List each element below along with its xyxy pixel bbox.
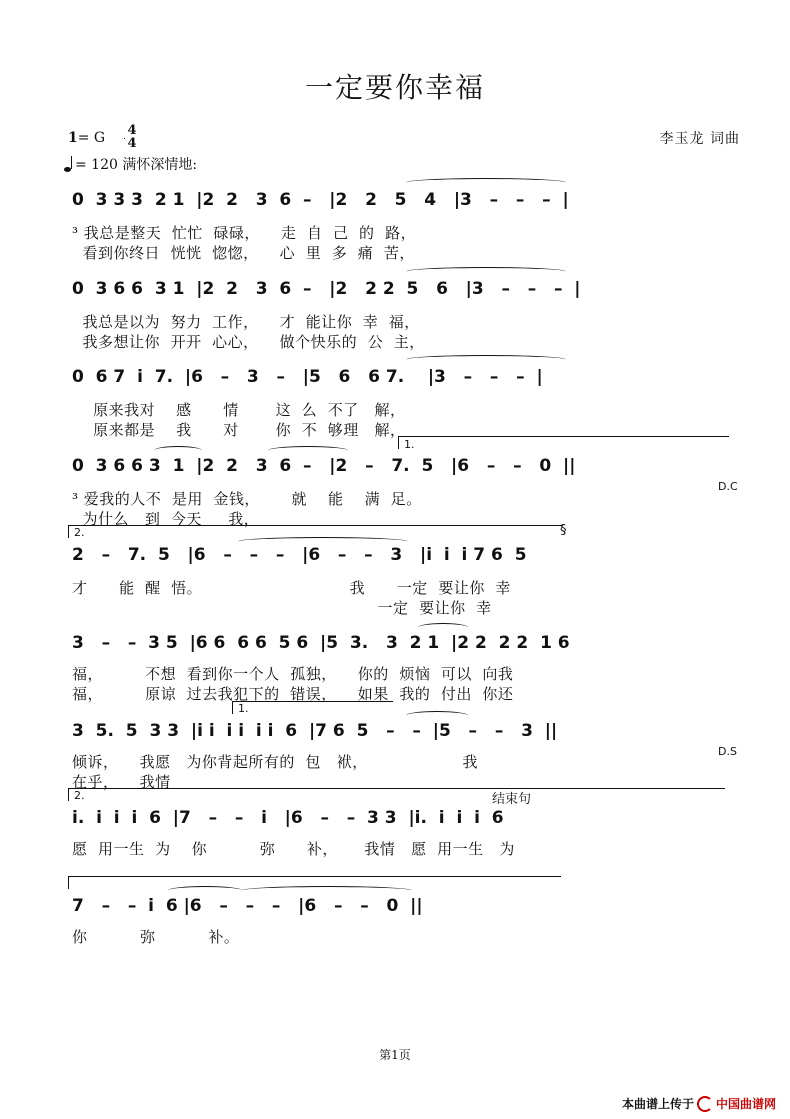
volta-1-label: 1. bbox=[404, 438, 415, 451]
time-signature bbox=[124, 124, 140, 150]
lyric-line-2: 看到你终日 恍恍 惚惚， 心 里 多 痛 苦， bbox=[72, 244, 415, 262]
slur-mark bbox=[154, 446, 202, 455]
quarter-note-icon bbox=[64, 156, 72, 172]
song-title: 一定要你幸福 bbox=[304, 71, 485, 104]
tie-mark bbox=[406, 178, 566, 187]
notation-line: 0 3 3 3 2 1 |2 2 3 6 – |2 2 5 4 |3 – – – | bbox=[72, 190, 569, 210]
volta-bracket bbox=[232, 701, 393, 714]
site-logo-icon bbox=[697, 1096, 713, 1112]
tie-mark bbox=[168, 886, 242, 895]
tie-mark bbox=[406, 355, 566, 364]
tie-mark bbox=[242, 886, 412, 895]
tempo-marking bbox=[64, 154, 197, 174]
tempo-text: = 120 满怀深情地: bbox=[75, 157, 198, 173]
notation-line: i. i i i 6 |7 – – i |6 – – 3 3 |i. i i i 6 bbox=[72, 808, 504, 828]
lyric-line-2: 在乎， 我情 bbox=[72, 773, 171, 791]
notation-line: 0 6 7 i 7. |6 – 3 – |5 6 6 7. |3 – – – | bbox=[72, 367, 543, 387]
volta-bracket bbox=[398, 436, 729, 449]
notation-line: 2 – 7. 5 |6 – – – |6 – – 3 |i i i 7 6 5 bbox=[72, 545, 527, 565]
lyric-line-2: 原来都是 我 对 你 不 够理 解， bbox=[72, 421, 406, 439]
notation-line: 0 3 6 6 3 1 |2 2 3 6 – |2 – 7. 5 |6 – – 0 || bbox=[72, 456, 576, 476]
lyric-line-1: 福， 不想 看到你一个人 孤独， 你的 烦恼 可以 向我 bbox=[72, 665, 514, 683]
key-text: = G bbox=[77, 130, 106, 146]
notation-line: 7 – – i 6 |6 – – – |6 – – 0 || bbox=[72, 896, 423, 916]
upload-credit bbox=[622, 1095, 776, 1112]
dc-marking: D.C bbox=[718, 480, 738, 493]
lyric-line-1: ³ 我总是整天 忙忙 碌碌， 走 自 己 的 路， bbox=[72, 224, 417, 242]
ending-label: 结束句 bbox=[492, 792, 532, 807]
lyric-line-2: 为什么 到 今天 我， bbox=[72, 510, 260, 528]
tie-mark bbox=[406, 711, 468, 720]
slur-mark bbox=[268, 446, 348, 455]
composer: 李玉龙 词曲 bbox=[659, 131, 740, 147]
lyric-line-1: 愿 用一生 为 你 弥 补， 我情 愿 用一生 为 bbox=[72, 840, 515, 858]
lyric-line-1: 我总是以为 努力 工作， 才 能让你 幸 福， bbox=[72, 313, 420, 331]
site-name: 中国曲谱网 bbox=[715, 1097, 776, 1111]
ds-marking: D.S bbox=[718, 745, 737, 758]
page-number: 第1页 bbox=[379, 1048, 411, 1062]
time-bottom: 4 bbox=[127, 136, 137, 151]
lyric-line-2: 一定 要让你 幸 bbox=[72, 599, 492, 617]
key-signature bbox=[68, 130, 105, 146]
lyric-line-2: 我多想让你 开开 心心， 做个快乐的 公 主， bbox=[72, 333, 425, 351]
volta-2-label: 2. bbox=[74, 789, 85, 802]
segno-sign: § bbox=[560, 523, 567, 538]
lyric-line-2: 福， 原谅 过去我犯下的 错误， 如果 我的 付出 你还 bbox=[72, 685, 514, 703]
volta-1-label: 1. bbox=[238, 702, 249, 715]
lyric-line-1: 才 能 醒 悟。 我 一定 要让你 幸 bbox=[72, 579, 511, 597]
key-one: 1 bbox=[68, 130, 78, 146]
notation-line: 3 5. 5 3 3 |i i i i i i 6 |7 6 5 – – |5 – – 3 || bbox=[72, 721, 558, 741]
time-line bbox=[124, 138, 125, 139]
lyric-line-1: 你 弥 补。 bbox=[72, 928, 240, 946]
lyric-line-1: ³ 爱我的人不 是用 金钱， 就 能 满 足。 bbox=[72, 490, 422, 508]
volta-bracket bbox=[68, 788, 725, 801]
slur-mark bbox=[418, 623, 468, 632]
lyric-line-1: 原来我对 感 情 这 么 不了 解， bbox=[72, 401, 406, 419]
tie-mark bbox=[406, 267, 566, 276]
notation-line: 0 3 6 6 3 1 |2 2 3 6 – |2 2 2 5 6 |3 – – – | bbox=[72, 279, 581, 299]
notation-line: 3 – – 3 5 |6 6 6 6 5 6 |5 3. 3 2 1 |2 2 2 2 1 6 bbox=[72, 633, 570, 653]
lyric-line-1: 倾诉， 我愿 为你背起所有的 包 袱， 我 bbox=[72, 753, 479, 771]
volta-2-label: 2. bbox=[74, 526, 85, 539]
upload-prefix: 本曲谱上传于 bbox=[621, 1097, 694, 1111]
time-top: 4 bbox=[127, 123, 137, 138]
